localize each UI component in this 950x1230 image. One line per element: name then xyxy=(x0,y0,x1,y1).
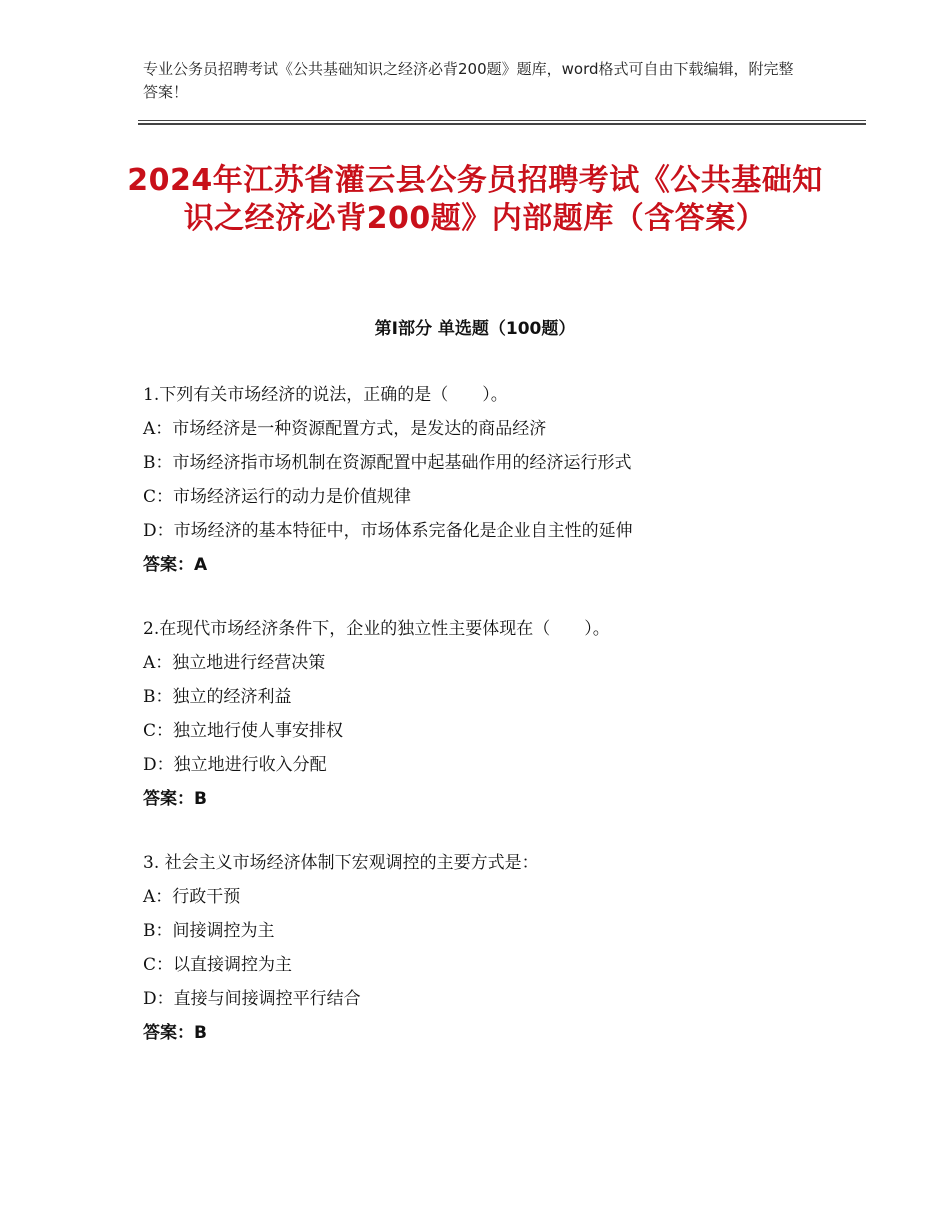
answer: 答案：B xyxy=(143,789,207,809)
question-stem: 3. 社会主义市场经济体制下宏观调控的主要方式是： xyxy=(143,853,539,873)
option-c: C：独立地行使人事安排权 xyxy=(143,721,344,741)
option-c: C：市场经济运行的动力是价值规律 xyxy=(143,487,412,507)
option-a: A：独立地进行经营决策 xyxy=(143,653,326,673)
question-1 xyxy=(143,378,863,582)
option-b: B：市场经济指市场机制在资源配置中起基础作用的经济运行形式 xyxy=(143,453,632,473)
question-2 xyxy=(143,612,863,816)
section-title: 第Ⅰ部分 单选题（100题） xyxy=(374,319,576,339)
option-b: B：独立的经济利益 xyxy=(143,687,292,707)
answer: 答案：B xyxy=(143,1023,207,1043)
header-divider-bottom xyxy=(138,123,866,125)
header-divider-top xyxy=(138,120,866,121)
option-d: D：直接与间接调控平行结合 xyxy=(143,989,361,1009)
question-list xyxy=(143,378,863,1080)
question-3 xyxy=(143,846,863,1050)
header-note: 专业公务员招聘考试《公共基础知识之经济必背200题》题库，word格式可自由下载编辑，附完整答案！ xyxy=(143,60,794,101)
option-c: C：以直接调控为主 xyxy=(143,955,293,975)
option-d: D：独立地进行收入分配 xyxy=(143,755,327,775)
question-stem: 2.在现代市场经济条件下，企业的独立性主要体现在（ ）。 xyxy=(143,619,610,639)
option-d: D：市场经济的基本特征中，市场体系完备化是企业自主性的延伸 xyxy=(143,521,633,541)
option-a: A：行政干预 xyxy=(143,887,241,907)
answer: 答案：A xyxy=(143,555,208,575)
option-a: A：市场经济是一种资源配置方式，是发达的商品经济 xyxy=(143,419,547,439)
option-b: B：间接调控为主 xyxy=(143,921,275,941)
document-title: 2024年江苏省灌云县公务员招聘考试《公共基础知识之经济必背200题》内部题库（含答案） xyxy=(127,163,823,236)
question-stem: 1.下列有关市场经济的说法，正确的是（ ）。 xyxy=(143,385,508,405)
